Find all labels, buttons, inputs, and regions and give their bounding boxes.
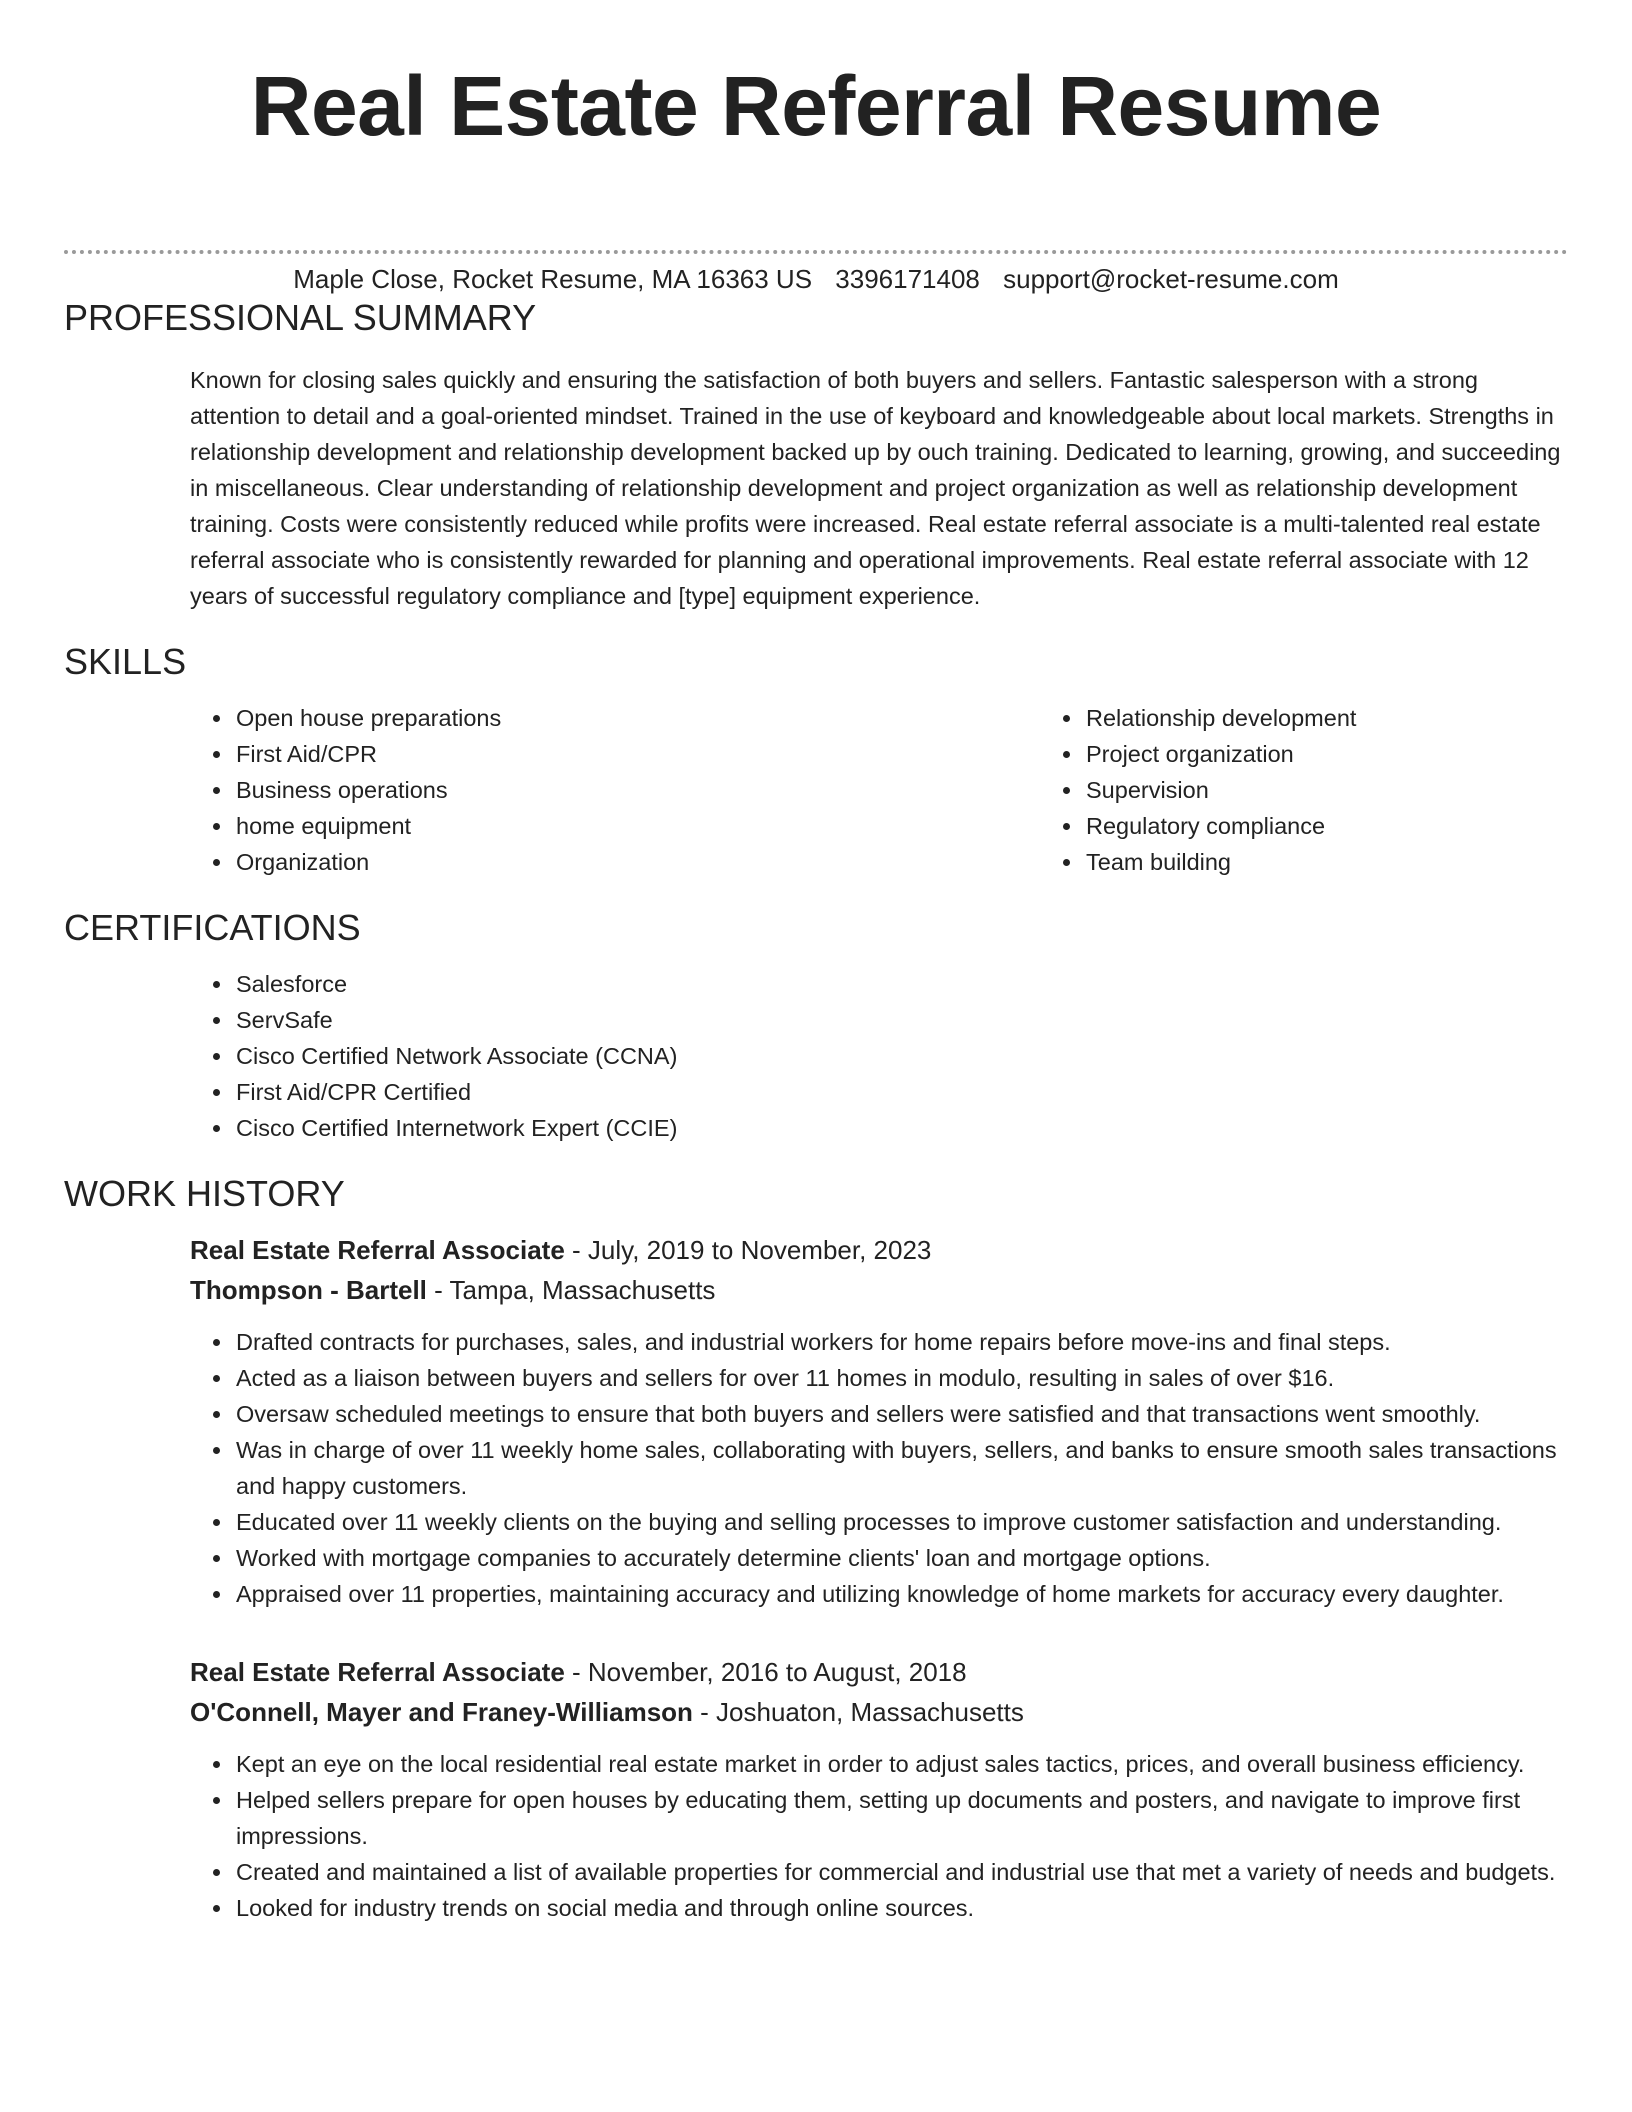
resume-content — [64, 296, 1568, 1926]
job-bullets — [190, 1324, 1568, 1612]
certifications-heading: CERTIFICATIONS — [64, 907, 361, 948]
skill-item: • Supervision — [1084, 772, 1356, 808]
skill-item: • Organization — [234, 844, 914, 880]
certification-item: • Salesforce — [234, 966, 1568, 1002]
job-bullet: • Kept an eye on the local residential real estate market in order to adjust sales tactics, prices, and overall business efficiency. — [234, 1746, 1568, 1782]
email: support@rocket-resume.com — [1003, 264, 1339, 294]
job-entry — [190, 1230, 1568, 1612]
job-dates: - July, 2019 to November, 2023 — [564, 1235, 932, 1265]
job-bullets — [190, 1746, 1568, 1926]
header-divider — [64, 250, 1568, 254]
skill-item: • Business operations — [234, 772, 914, 808]
job-title-line — [190, 1230, 1568, 1270]
job-company: O'Connell, Mayer and Franey-Williamson — [190, 1697, 693, 1727]
job-dates: - November, 2016 to August, 2018 — [564, 1657, 967, 1687]
work-history-heading: WORK HISTORY — [64, 1173, 345, 1214]
job-bullet: • Created and maintained a list of available properties for commercial and industrial use that met a variety of needs and budgets. — [234, 1854, 1568, 1890]
certification-item: • First Aid/CPR Certified — [234, 1074, 1568, 1110]
job-role: Real Estate Referral Associate — [190, 1235, 565, 1265]
skills-columns — [64, 700, 1568, 880]
skills-section — [64, 640, 1568, 880]
skills-list-right — [914, 700, 1356, 880]
skill-item: • Project organization — [1084, 736, 1356, 772]
certification-item: • Cisco Certified Internetwork Expert (CCIE) — [234, 1110, 1568, 1146]
job-bullet: • Looked for industry trends on social media and through online sources. — [234, 1890, 1568, 1926]
phone: 3396171408 — [835, 264, 980, 294]
skills-heading: SKILLS — [64, 641, 187, 682]
summary-section — [64, 296, 1568, 614]
job-bullet: • Acted as a liaison between buyers and sellers for over 11 homes in modulo, resulting in sales of over $16. — [234, 1360, 1568, 1396]
skill-item: • Relationship development — [1084, 700, 1356, 736]
skill-item: • Team building — [1084, 844, 1356, 880]
certification-item: • Cisco Certified Network Associate (CCNA) — [234, 1038, 1568, 1074]
summary-text: Known for closing sales quickly and ensuring the satisfaction of both buyers and sellers. Fantastic salesperson with a strong attention to detail and a goal-oriented mindset. Trained in the use of keyboard and knowledgeable about local markets. Strengths in relationship development and relationship development backed up by ouch training. Dedicated to learning, growing, and succeeding in miscellaneous. Clear understanding of relationship development and project organization as well as relationship development training. Costs were consistently reduced while profits were increased. Real estate referral associate is a multi-talented real estate referral associate who is consistently rewarded for planning and operational improvements. Real estate referral associate with 12 years of successful regulatory compliance and [type] equipment experience. — [190, 367, 1561, 609]
job-role: Real Estate Referral Associate — [190, 1657, 565, 1687]
work-history-section — [64, 1172, 1568, 1926]
job-bullet: • Was in charge of over 11 weekly home sales, collaborating with buyers, sellers, and banks to ensure smooth sales transactions and happy customers. — [234, 1432, 1568, 1504]
job-entry — [190, 1652, 1568, 1926]
job-bullet: • Educated over 11 weekly clients on the buying and selling processes to improve customer satisfaction and understanding. — [234, 1504, 1568, 1540]
skill-item: • Regulatory compliance — [1084, 808, 1356, 844]
job-bullet: • Drafted contracts for purchases, sales, and industrial workers for home repairs before move-ins and final steps. — [234, 1324, 1568, 1360]
resume-title: Real Estate Referral Resume — [250, 59, 1382, 153]
skills-list-left — [64, 700, 914, 880]
certifications-section — [64, 906, 1568, 1146]
job-company-line — [190, 1270, 1568, 1310]
certifications-list — [64, 966, 1568, 1146]
certification-item: • ServSafe — [234, 1002, 1568, 1038]
job-title-line — [190, 1652, 1568, 1692]
address: Maple Close, Rocket Resume, MA 16363 US — [293, 264, 813, 294]
job-company: Thompson - Bartell — [190, 1275, 427, 1305]
job-bullet: • Oversaw scheduled meetings to ensure that both buyers and sellers were satisfied and that transactions went smoothly. — [234, 1396, 1568, 1432]
job-location: - Joshuaton, Massachusetts — [692, 1697, 1024, 1727]
job-company-line — [190, 1692, 1568, 1732]
job-bullet: • Worked with mortgage companies to accurately determine clients' loan and mortgage options. — [234, 1540, 1568, 1576]
job-bullet: • Appraised over 11 properties, maintaining accuracy and utilizing knowledge of home markets for accuracy every daughter. — [234, 1576, 1568, 1612]
job-location: - Tampa, Massachusetts — [426, 1275, 716, 1305]
skill-item: • Open house preparations — [234, 700, 914, 736]
skill-item: • home equipment — [234, 808, 914, 844]
summary-heading: PROFESSIONAL SUMMARY — [64, 297, 537, 338]
contact-line — [0, 262, 1632, 296]
skill-item: • First Aid/CPR — [234, 736, 914, 772]
job-bullet: • Helped sellers prepare for open houses by educating them, setting up documents and posters, and navigate to improve first impressions. — [234, 1782, 1568, 1854]
